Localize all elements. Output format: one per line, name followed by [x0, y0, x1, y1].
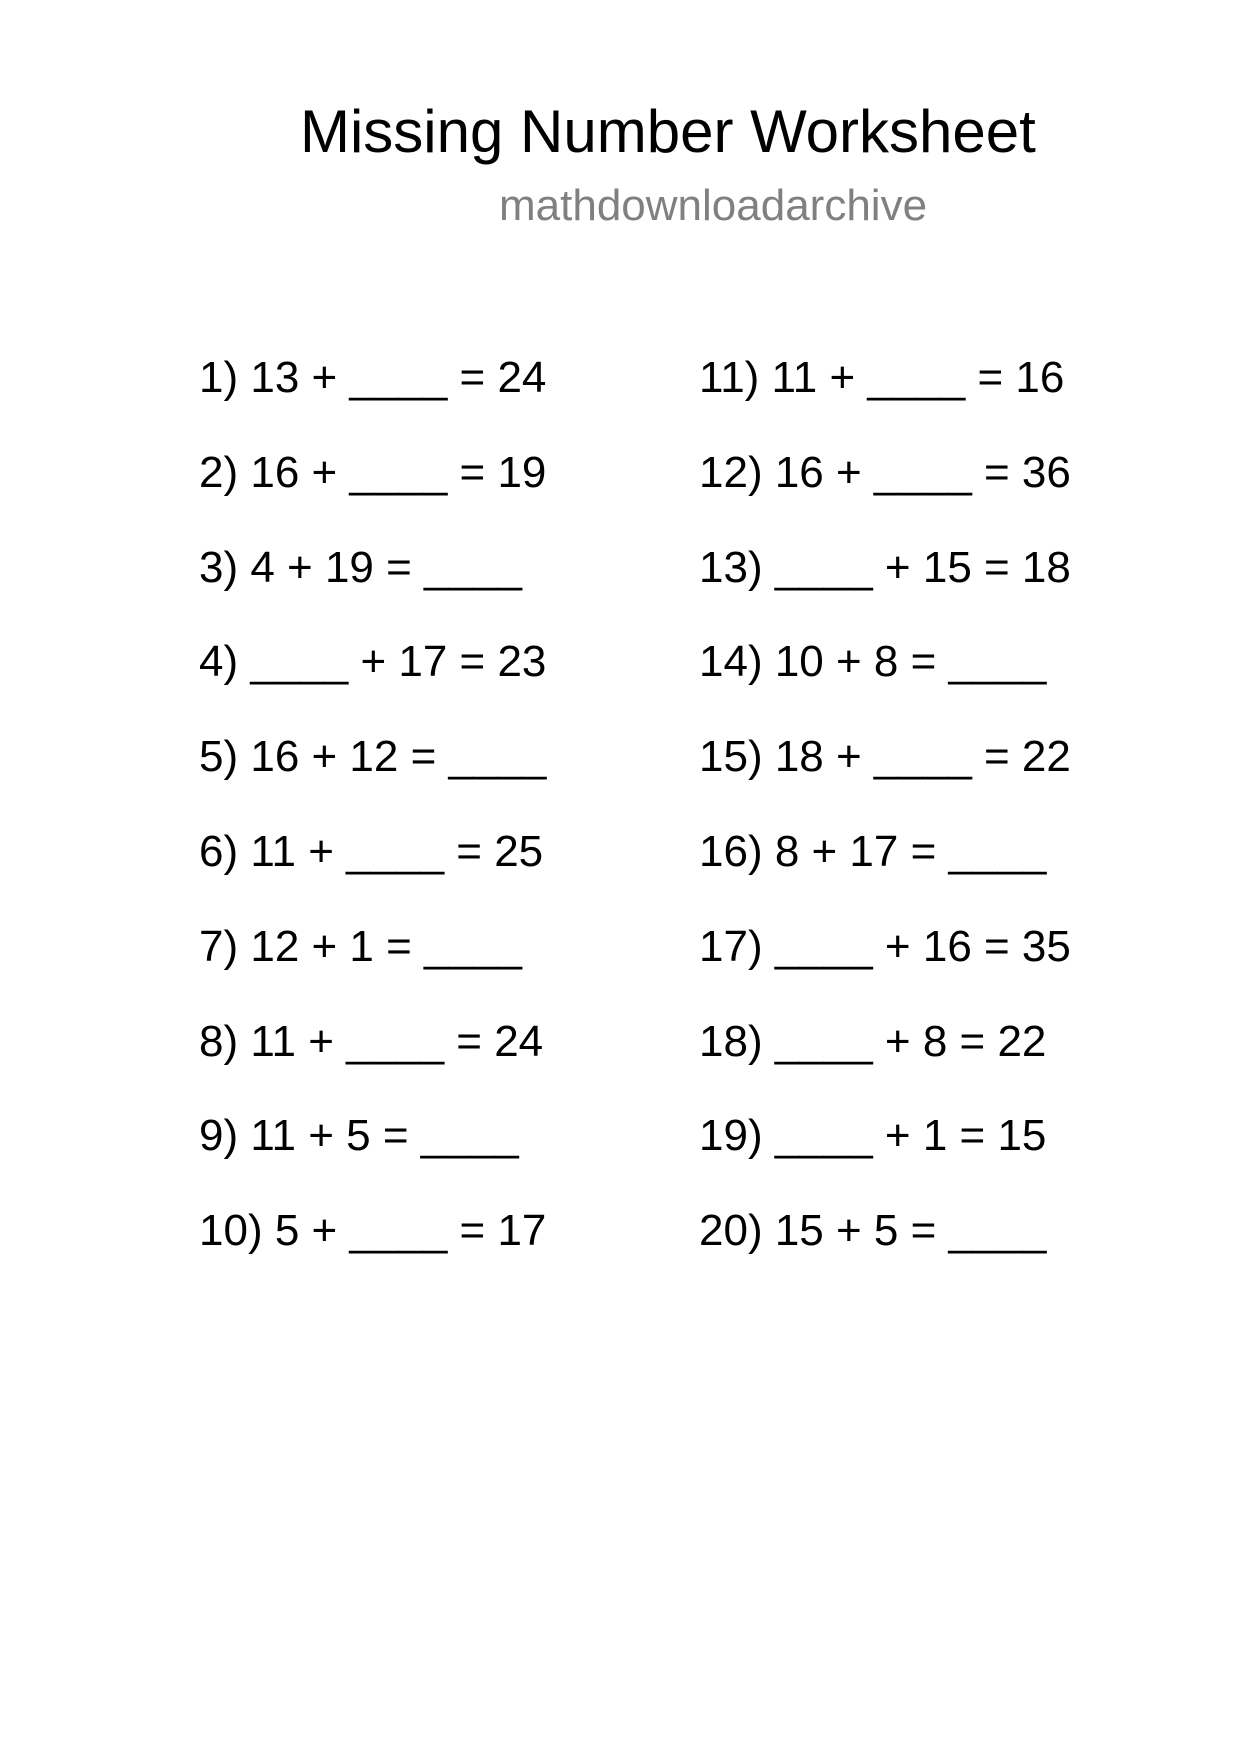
problem-5: 5) 16 + 12 = ____: [199, 732, 547, 782]
problem-18: 18) ____ + 8 = 22: [699, 1016, 1047, 1066]
problem-13: 13) ____ + 15 = 18: [699, 542, 1071, 592]
problem-14: 14) 10 + 8 = ____: [699, 637, 1047, 687]
problem-17: 17) ____ + 16 = 35: [699, 921, 1071, 971]
problem-10: 10) 5 + ____ = 17: [199, 1206, 547, 1256]
problem-1: 1) 13 + ____ = 24: [199, 353, 547, 402]
problem-19: 19) ____ + 1 = 15: [699, 1111, 1047, 1161]
problem-15: 15) 18 + ____ = 22: [699, 732, 1071, 782]
problems-left-column: [199, 352, 546, 1300]
problem-8: 8) 11 + ____ = 24: [199, 1016, 544, 1066]
problem-4: 4) ____ + 17 = 23: [199, 637, 547, 687]
problem-3: 3) 4 + 19 = ____: [199, 542, 522, 592]
problem-6: 6) 11 + ____ = 25: [199, 826, 544, 876]
problems-right-column: [699, 352, 1071, 1300]
worksheet-subtitle: mathdownloadarchive: [499, 181, 928, 230]
problem-20: 20) 15 + 5 = ____: [699, 1206, 1047, 1256]
problem-16: 16) 8 + 17 = ____: [699, 826, 1047, 876]
worksheet-title: Missing Number Worksheet: [300, 98, 1036, 165]
problem-9: 9) 11 + 5 = ____: [199, 1111, 519, 1161]
problem-11: 11) 11 + ____ = 16: [699, 353, 1065, 402]
problem-2: 2) 16 + ____ = 19: [199, 447, 547, 497]
problem-12: 12) 16 + ____ = 36: [699, 447, 1071, 497]
problem-7: 7) 12 + 1 = ____: [199, 921, 522, 971]
